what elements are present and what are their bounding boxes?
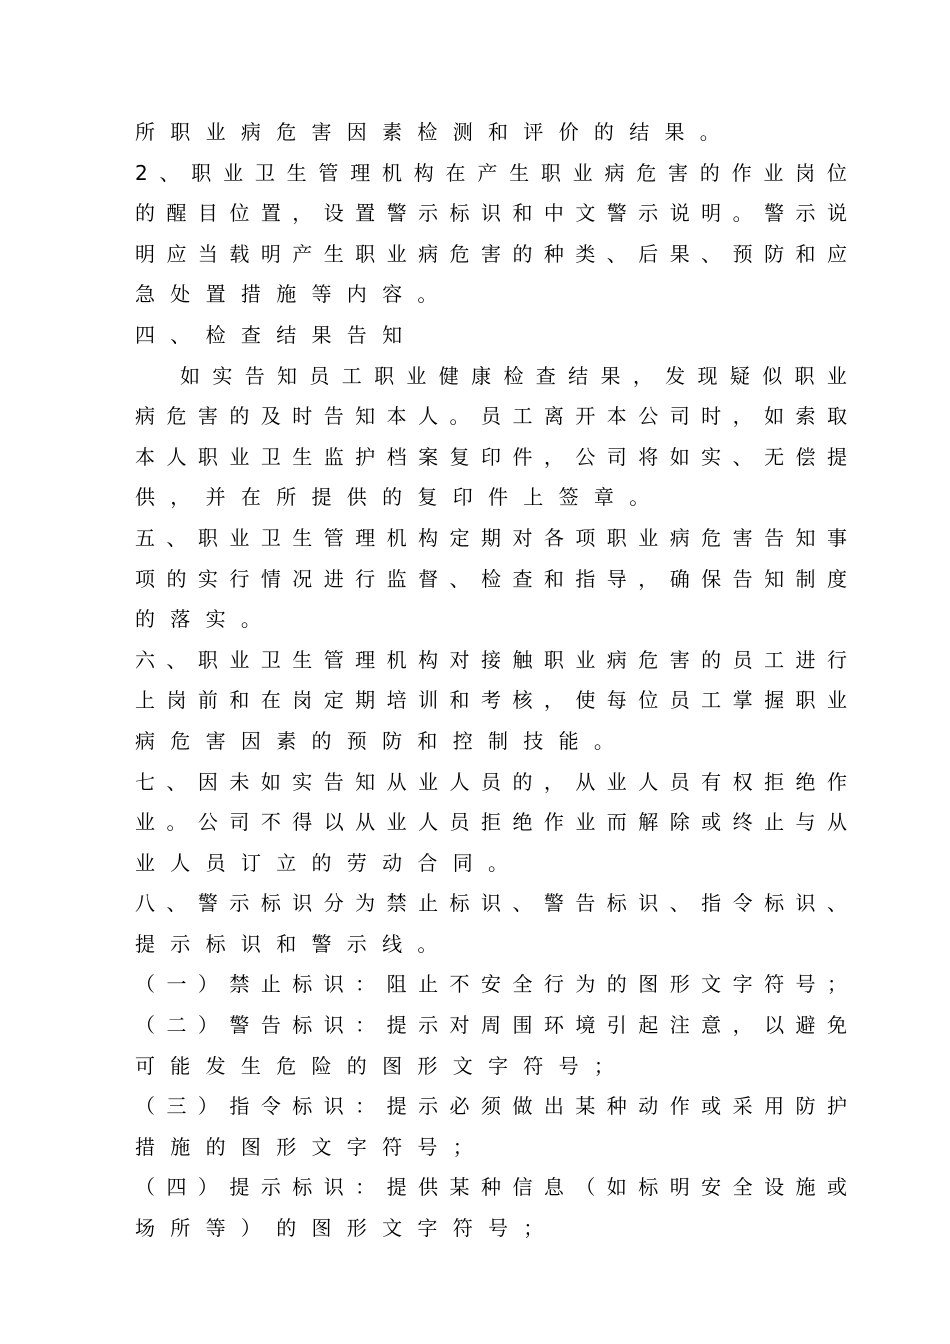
text-line: （ 三 ） 指 令 标 识 ： 提 示 必 须 做 出 某 种 动 作 或 采 用 防 护 (135, 1094, 847, 1119)
text-line: 八 、 警 示 标 识 分 为 禁 止 标 识 、 警 告 标 识 、 指 令 标 识 、 (135, 891, 847, 916)
text-line: 供，并在所提供的复印件上签章。 (135, 485, 665, 510)
text-line: 上 岗 前 和 在 岗 定 期 培 训 和 考 核 ， 使 每 位 员 工 掌 握 职 业 (135, 688, 847, 713)
document-body (135, 112, 847, 1249)
text-line: 五 、 职 业 卫 生 管 理 机 构 定 期 对 各 项 职 业 病 危 害 告 知 事 (135, 525, 847, 550)
text-line: 本 人 职 业 卫 生 监 护 档 案 复 印 件 ， 公 司 将 如 实 、 无 偿 提 (135, 444, 847, 469)
text-line: 的 醒 目 位 置 ， 设 置 警 示 标 识 和 中 文 警 示 说 明 。 警 示 说 (135, 201, 847, 226)
text-line: 可能发生危险的图形文字符号； (135, 1053, 630, 1078)
text-line: 业 。 公 司 不 得 以 从 业 人 员 拒 绝 作 业 而 解 除 或 终 止 与 从 (135, 810, 847, 835)
text-line: 急处置措施等内容。 (135, 282, 453, 307)
text-line: 项 的 实 行 情 况 进 行 监 督 、 检 查 和 指 导 ， 确 保 告 知 制 度 (135, 566, 847, 591)
section-heading: 四、检查结果告知 (135, 322, 418, 347)
text-line: 如 实 告 知 员 工 职 业 健 康 检 查 结 果 ， 发 现 疑 似 职 业 (180, 363, 847, 388)
text-line: 业人员订立的劳动合同。 (135, 850, 524, 875)
text-line: 七 、 因 未 如 实 告 知 从 业 人 员 的 ， 从 业 人 员 有 权 拒 绝 作 (135, 769, 847, 794)
text-line: 所职业病危害因素检测和评价的结果。 (135, 120, 736, 144)
text-line: 措施的图形文字符号； (135, 1134, 488, 1159)
text-line: 场所等）的图形文字符号； (135, 1216, 559, 1241)
text-line: 提示标识和警示线。 (135, 931, 453, 956)
text-line: 病 危 害 的 及 时 告 知 本 人 。 员 工 离 开 本 公 司 时 ， 如 索 取 (135, 404, 847, 429)
text-line: （ 四 ） 提 示 标 识 ： 提 供 某 种 信 息 （ 如 标 明 安 全 设 施 或 (135, 1175, 847, 1200)
text-line: 病危害因素的预防和控制技能。 (135, 728, 630, 753)
text-line: （ 二 ） 警 告 标 识 ： 提 示 对 周 围 环 境 引 起 注 意 ， 以 避 免 (135, 1013, 847, 1038)
text-line: 六 、 职 业 卫 生 管 理 机 构 对 接 触 职 业 病 危 害 的 员 工 进 行 (135, 647, 847, 672)
text-line: 的落实。 (135, 607, 277, 632)
text-line: 2 、 职 业 卫 生 管 理 机 构 在 产 生 职 业 病 危 害 的 作 业 岗 位 (135, 160, 847, 185)
text-line: 明 应 当 载 明 产 生 职 业 病 危 害 的 种 类 、 后 果 、 预 防 和 应 (135, 241, 847, 266)
text-line: （ 一 ） 禁 止 标 识 ： 阻 止 不 安 全 行 为 的 图 形 文 字 符 号 ； (135, 972, 847, 997)
